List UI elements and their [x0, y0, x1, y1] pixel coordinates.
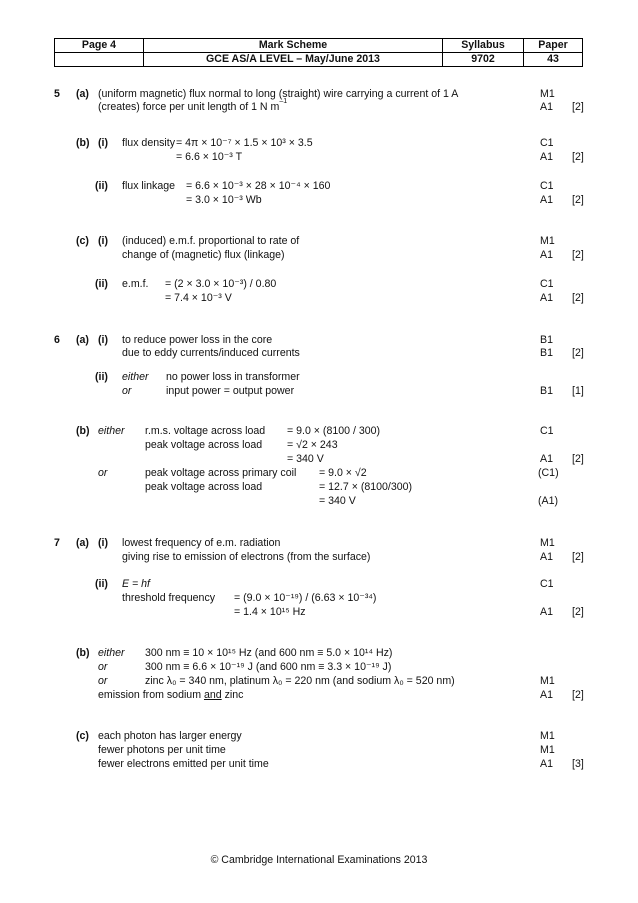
- q7-c-line2: fewer photons per unit time: [98, 744, 226, 756]
- q5-bi-line1: = 4π × 10⁻⁷ × 1.5 × 10³ × 3.5: [176, 137, 313, 149]
- q5-a-line1: (uniform magnetic) flux normal to long (straight) wire carrying a current of 1 A: [98, 88, 459, 100]
- q6-ai-line1: to reduce power loss in the core: [122, 334, 273, 346]
- total: [2]: [572, 249, 584, 261]
- q7-number: 7: [54, 537, 60, 549]
- q6-b-line1b: = 9.0 × (8100 / 300): [287, 425, 381, 437]
- q7-aii-line3: = 1.4 × 10¹⁵ Hz: [234, 606, 306, 618]
- q5-cii-label: (ii): [95, 278, 108, 290]
- total: [2]: [572, 551, 584, 563]
- q7-c-line1: each photon has larger energy: [98, 730, 242, 742]
- q7-b-line1: 300 nm ≡ 10 × 10¹⁵ Hz (and 600 nm ≡ 5.0 × 10¹⁴ Hz): [145, 647, 393, 659]
- total: [2]: [572, 453, 584, 465]
- total: [2]: [572, 101, 584, 113]
- q6-number: 6: [54, 334, 60, 346]
- q6-b-line3: = 340 V: [287, 453, 324, 465]
- either-label: either: [98, 425, 125, 437]
- total: [1]: [572, 385, 584, 397]
- header-syllabus: 9702: [443, 53, 524, 67]
- q7-b-line2: 300 nm ≡ 6.6 × 10⁻¹⁹ J (and 600 nm ≡ 3.3 × 10⁻¹⁹ J): [145, 661, 392, 673]
- total: [2]: [572, 194, 584, 206]
- q5-ci-line1: (induced) e.m.f. proportional to rate of: [122, 235, 300, 247]
- q7-b-line3: zinc λ₀ = 340 nm, platinum λ₀ = 220 nm (and sodium λ₀ = 520 nm): [145, 675, 455, 687]
- total: [2]: [572, 292, 584, 304]
- mark: C1: [540, 180, 554, 192]
- mark: M1: [540, 235, 555, 247]
- mark: A1: [540, 758, 553, 770]
- or-label: or: [98, 467, 108, 479]
- mark: A1: [540, 551, 553, 563]
- q7-aii-line2b: = (9.0 × 10⁻¹⁹) / (6.63 × 10⁻³⁴): [234, 592, 377, 604]
- mark: A1: [540, 151, 553, 163]
- mark: M1: [540, 730, 555, 742]
- header-page: Page 4: [55, 39, 144, 53]
- mark: A1: [540, 292, 553, 304]
- or-label: or: [98, 661, 108, 673]
- q5-b-label: (b): [76, 137, 90, 149]
- q5-bii-line1: = 6.6 × 10⁻³ × 28 × 10⁻⁴ × 160: [186, 180, 331, 192]
- total: [2]: [572, 151, 584, 163]
- q6-aii-label: (ii): [95, 371, 108, 383]
- mark: A1: [540, 606, 553, 618]
- mark: A1: [540, 194, 553, 206]
- total: [2]: [572, 606, 584, 618]
- header-table: [54, 38, 583, 67]
- mark: (A1): [538, 495, 559, 507]
- header-empty: [55, 53, 144, 67]
- or-label: or: [122, 385, 132, 397]
- q7-b-line4: emission from sodium and zinc: [98, 689, 244, 701]
- either-label: either: [98, 647, 125, 659]
- mark: M1: [540, 537, 555, 549]
- mark: M1: [540, 88, 555, 100]
- q5-cii-text: e.m.f.: [122, 278, 149, 290]
- q5-a-label: (a): [76, 88, 89, 100]
- q5-bii-label: (ii): [95, 180, 108, 192]
- q5-cii-line2: = 7.4 × 10⁻³ V: [165, 292, 232, 304]
- total: [3]: [572, 758, 584, 770]
- q5-number: 5: [54, 88, 60, 100]
- or-label: or: [98, 675, 108, 687]
- total: [2]: [572, 347, 584, 359]
- header-syllabus-label: Syllabus: [443, 39, 524, 53]
- q6-b-line1a: r.m.s. voltage across load: [145, 425, 266, 437]
- q6-aii-line2: input power = output power: [166, 385, 295, 397]
- q5-bi-line2: = 6.6 × 10⁻³ T: [176, 151, 243, 163]
- mark: (C1): [538, 467, 559, 479]
- q6-b-line6: = 340 V: [319, 495, 356, 507]
- q5-bi-text: flux density: [122, 137, 175, 149]
- q6-b-line4a: peak voltage across primary coil: [145, 467, 297, 479]
- q6-a-label: (a): [76, 334, 89, 346]
- q5-bii-text: flux linkage: [122, 180, 175, 192]
- header-mark-scheme: Mark Scheme: [144, 39, 443, 53]
- mark: B1: [540, 334, 553, 346]
- mark: A1: [540, 453, 553, 465]
- header-paper: 43: [524, 53, 583, 67]
- q7-aii-label: (ii): [95, 578, 108, 590]
- q6-b-line5a: peak voltage across load: [145, 481, 263, 493]
- q7-ai-label: (i): [98, 537, 108, 549]
- q7-aii-line1: E = hf: [122, 578, 150, 590]
- mark: C1: [540, 578, 554, 590]
- q5-bi-label: (i): [98, 137, 108, 149]
- footer-copyright: © Cambridge International Examinations 2013: [210, 854, 428, 866]
- mark: M1: [540, 744, 555, 756]
- q5-bii-line2: = 3.0 × 10⁻³ Wb: [186, 194, 262, 206]
- mark: C1: [540, 425, 554, 437]
- total: [2]: [572, 689, 584, 701]
- mark: B1: [540, 385, 553, 397]
- q5-ci-line2: change of (magnetic) flux (linkage): [122, 249, 285, 261]
- mark: A1: [540, 249, 553, 261]
- mark: C1: [540, 137, 554, 149]
- q5-c-label: (c): [76, 235, 89, 247]
- q7-b-label: (b): [76, 647, 90, 659]
- q5-ci-label: (i): [98, 235, 108, 247]
- q6-b-line2b: = √2 × 243: [287, 439, 338, 451]
- q6-aii-line1: no power loss in transformer: [166, 371, 300, 383]
- q6-b-line5b: = 12.7 × (8100/300): [319, 481, 413, 493]
- q6-ai-line2: due to eddy currents/induced currents: [122, 347, 300, 359]
- header-paper-label: Paper: [524, 39, 583, 53]
- q7-ai-line1: lowest frequency of e.m. radiation: [122, 537, 281, 549]
- q5-cii-line1: = (2 × 3.0 × 10⁻³) / 0.80: [165, 278, 277, 290]
- q7-c-line3: fewer electrons emitted per unit time: [98, 758, 269, 770]
- q6-b-label: (b): [76, 425, 90, 437]
- q7-c-label: (c): [76, 730, 89, 742]
- header-exam: GCE AS/A LEVEL – May/June 2013: [144, 53, 443, 67]
- q6-b-line2a: peak voltage across load: [145, 439, 263, 451]
- mark: A1: [540, 689, 553, 701]
- q6-ai-label: (i): [98, 334, 108, 346]
- either-label: either: [122, 371, 149, 383]
- mark: A1: [540, 101, 553, 113]
- q7-ai-line2: giving rise to emission of electrons (from the surface): [122, 551, 371, 563]
- mark: B1: [540, 347, 553, 359]
- mark: C1: [540, 278, 554, 290]
- mark: M1: [540, 675, 555, 687]
- q7-aii-line2a: threshold frequency: [122, 592, 216, 604]
- q7-a-label: (a): [76, 537, 89, 549]
- q5-a-line2: (creates) force per unit length of 1 N $m^{-1}$: [98, 98, 288, 113]
- q6-b-line4b: = 9.0 × √2: [319, 467, 367, 479]
